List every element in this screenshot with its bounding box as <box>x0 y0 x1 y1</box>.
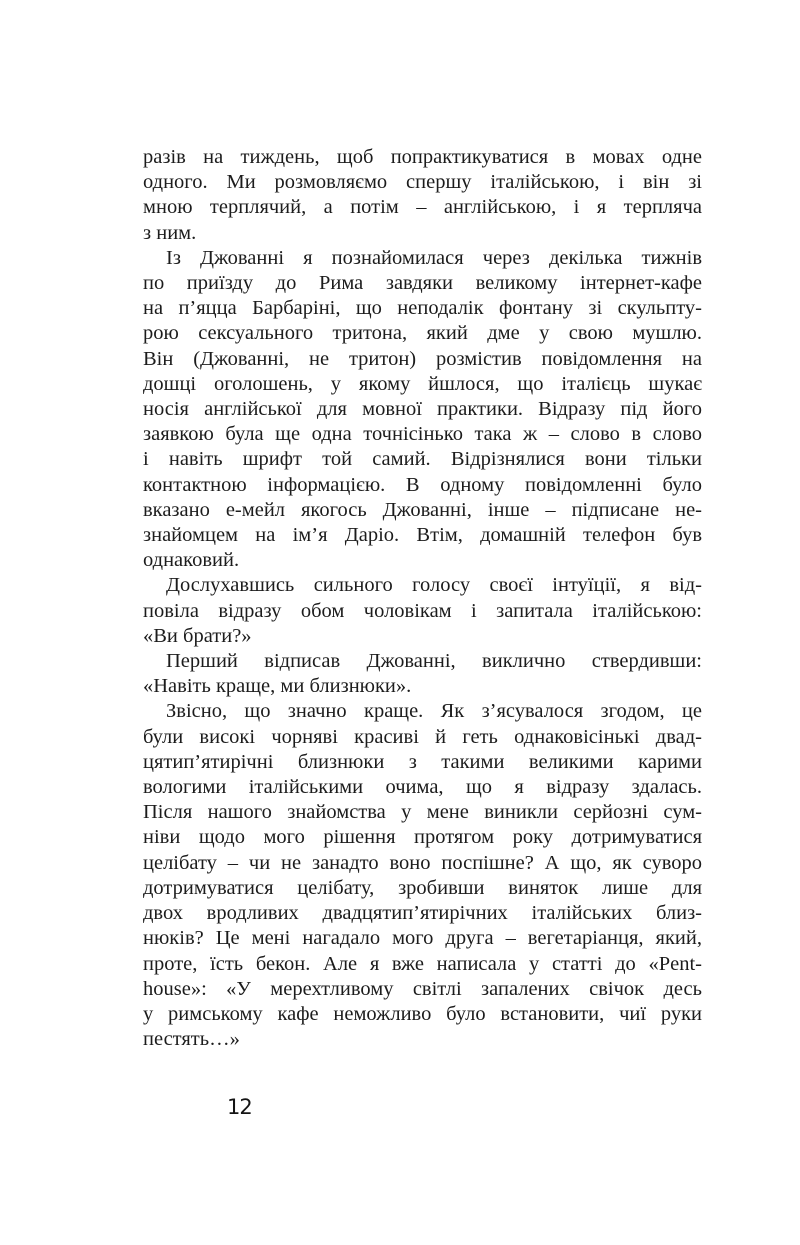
text-line: «Ви брати?» <box>143 624 252 647</box>
paragraph <box>143 573 702 649</box>
text-line: з ним. <box>143 221 197 244</box>
text-line: носія англійської для мовної практики. Відразу під його <box>143 398 702 421</box>
text-line: Із Джованні я познайомилася через декілька тижнів <box>166 246 702 269</box>
text-line: однаковий. <box>143 549 240 572</box>
text-line: Він (Джованні, не тритон) розмістив повідомлення на <box>143 347 702 370</box>
text-line: проте, їсть бекон. Але я вже написала у статті до «Pent- <box>143 952 702 975</box>
text-line: на п’яцца Барбаріні, що неподалік фонтану зі скульпту- <box>143 297 702 320</box>
paragraph <box>143 649 702 699</box>
text-line: мною терплячий, а потім – англійською, і я терпляча <box>143 196 702 219</box>
text-line: Після нашого знайомства у мене виникли серйозні сум- <box>143 801 702 824</box>
text-line: були високі чорняві красиві й геть однаковісінькі двад- <box>143 725 702 748</box>
text-line: вологими італійськими очима, що я відразу здалась. <box>143 776 702 799</box>
text-line: повіла відразу обом чоловікам і запитала італійською: <box>143 599 702 622</box>
text-line: целібату – чи не занадто воно поспішне? А що, як суворо <box>143 851 702 874</box>
text-line: дошці оголошень, у якому йшлося, що італієць шукає <box>143 372 702 395</box>
paragraph <box>143 699 702 1052</box>
text-line: цятип’ятирічні близнюки з такими великими карими <box>143 750 702 773</box>
text-line: вказано е-мейл якогось Джованні, інше – підписане не- <box>143 498 702 521</box>
text-line: рою сексуального тритона, який дме у свою мушлю. <box>143 322 702 345</box>
text-line: знайомцем на ім’я Даріо. Втім, домашній телефон був <box>143 524 702 547</box>
text-line: «Навіть краще, ми близнюки». <box>143 675 412 698</box>
page-number: 12 <box>227 1095 252 1119</box>
text-line: Перший відписав Джованні, виклично ствердивши: <box>166 650 702 673</box>
paragraph <box>143 246 702 574</box>
text-line: контактною інформацією. В одному повідомленні було <box>143 473 702 496</box>
text-line: разів на тиждень, щоб попрактикуватися в мовах одне <box>143 146 702 168</box>
text-line: house»: «У мерехтливому світлі запалених свічок десь <box>143 977 702 1000</box>
text-line: двох вродливих двадцятип’ятирічних італійських близ- <box>143 902 702 925</box>
text-line: дотримуватися целібату, зробивши виняток лише для <box>143 876 702 899</box>
text-line: Дослухавшись сильного голосу своєї інтуїції, я від- <box>166 574 702 597</box>
text-line: ніви щодо мого рішення протягом року дотримуватися <box>143 826 702 849</box>
text-line: нюків? Це мені нагадало мого друга – вегетаріанця, який, <box>143 927 702 950</box>
text-line: пестять…» <box>143 1028 240 1051</box>
text-line: заявкою була ще одна точнісінько така ж – слово в слово <box>143 423 702 446</box>
text-line: у римському кафе неможливо було встановити, чиї руки <box>143 1002 702 1025</box>
text-line: Звісно, що значно краще. Як з’ясувалося згодом, це <box>166 700 702 723</box>
text-line: одного. Ми розмовляємо спершу італійською, і він зі <box>143 171 702 194</box>
text-line: по приїзду до Рима завдяки великому інтернет-кафе <box>143 272 702 295</box>
text-line: і навіть шрифт той самий. Відрізнялися вони тільки <box>143 448 702 471</box>
paragraph <box>143 145 702 246</box>
body-text <box>143 145 702 1052</box>
